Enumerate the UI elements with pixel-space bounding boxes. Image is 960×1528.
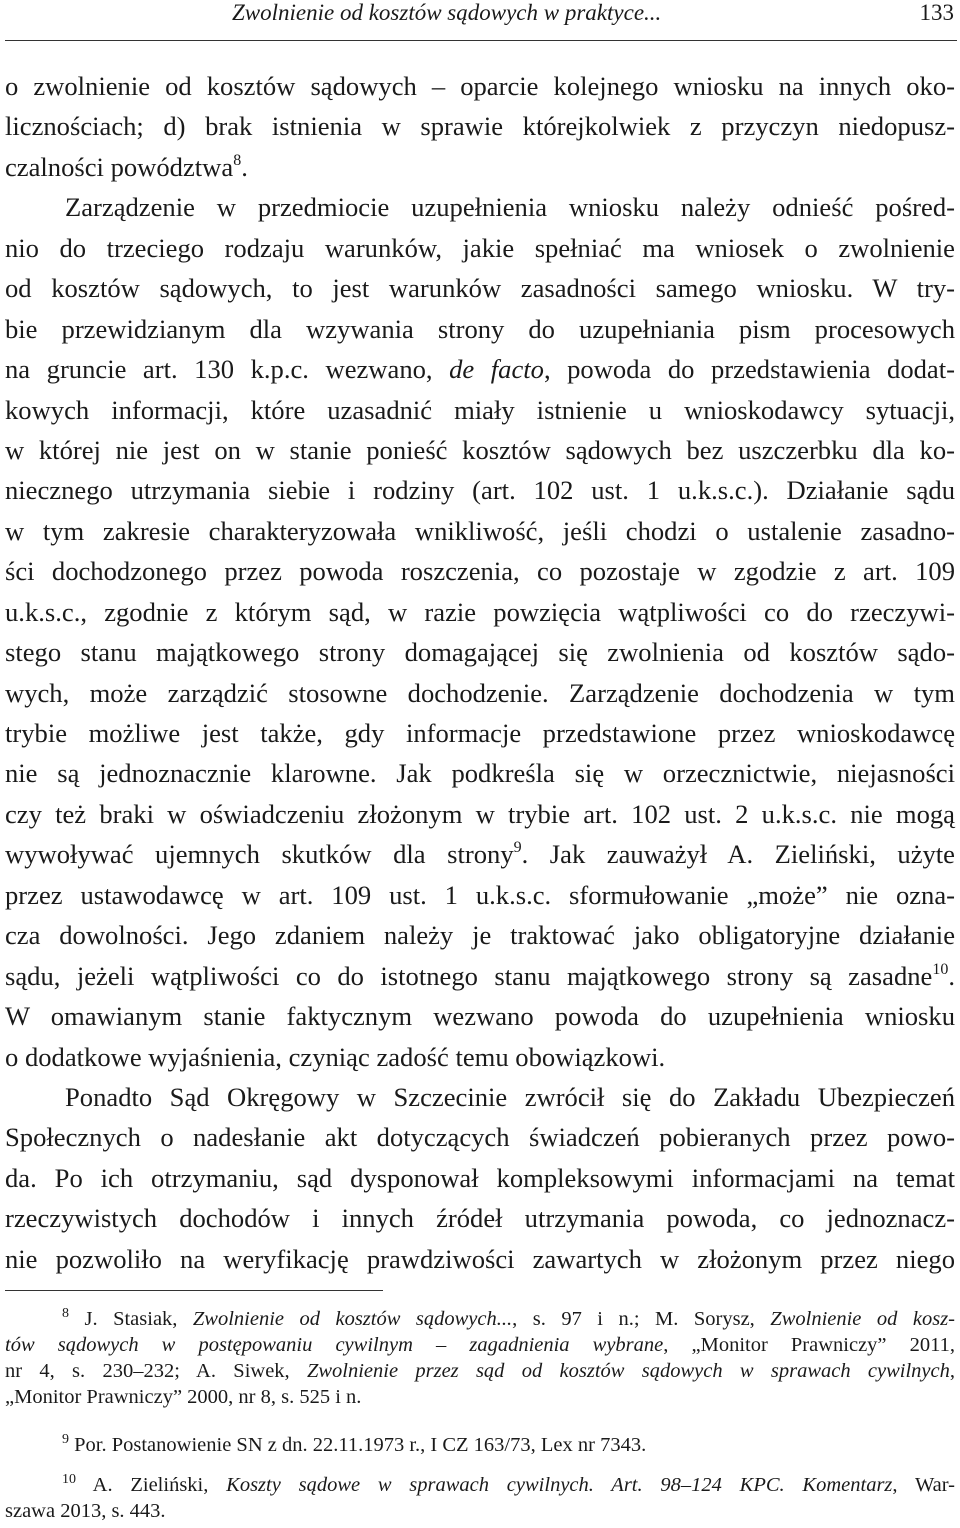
text-span: , [949,1360,955,1382]
text-line [5,349,955,389]
italic-title: Zwolnienie od kosztów sądowych... [192,1308,513,1330]
footnote-10 [5,1472,955,1524]
italic-title: Zwolnienie od kosz- [770,1308,956,1330]
text-line: nie są jednoznacznie klarowne. Jak podkreśla się w orzecznictwie, niejasności [5,758,955,789]
main-text [5,66,955,1279]
text-line: nio do trzeciego rodzaju warunków, jakie spełniać ma wniosek o zwolnienie [5,232,955,263]
text-line: da. Po ich otrzymaniu, sąd dysponował kompleksowymi informacjami na temat [5,1162,955,1193]
italic-title: tów sądowych w postępowaniu cywilnym – zagadnienia wybrane [5,1334,664,1356]
text-span: wywoływać ujemnych skutków dla strony [5,839,514,870]
text-line: cza dowolności. Jego zdaniem należy je traktować jako obligatoryjne działanie [5,920,955,951]
text-span: . [948,960,955,991]
text-span: . Jak zauważył A. Zieliński, użyte [521,839,955,870]
text-line: trybie możliwe jest także, gdy informacje przedstawione przez wnioskodawcę [5,718,955,748]
footnote-line [5,1306,955,1332]
text-span: , powoda do przedstawienia dodat- [543,354,955,385]
text-line: o dodatkowe wyjaśnienia, czyniąc zadość temu obowiązkowi. [5,1041,666,1072]
text-line [5,956,955,996]
footnote-divider [5,1290,383,1291]
text-line: kowych informacji, które uzasadnić miały istnienie u wnioskodawcy sytuacji, [5,394,955,425]
text-line: W omawianym stanie faktycznym wezwano powoda do uzupełnienia wniosku [5,1001,955,1032]
text-line [5,834,955,874]
text-line: w której nie jest on w stanie ponieść kosztów sądowych bez uszczerbku dla ko- [5,434,955,465]
text-span: , War- [892,1474,955,1496]
footnote-line: szawa 2013, s. 443. [5,1500,166,1522]
italic-title: Koszty sądowe w sprawach cywilnych. Art. 98–124 KPC. Komentarz [226,1474,893,1496]
footnote-line [5,1358,955,1384]
text-line: czy też braki w oświadczeniu złożonym w trybie art. 102 ust. 2 u.k.s.c. nie mogą [5,798,955,829]
text-span: , s. 97 i n.; M. Sorysz, [512,1308,771,1330]
footnote-ref: 10 [932,960,949,978]
text-line: licznościach; d) brak istnienia w sprawie którejkolwiek z przyczyn niedopusz- [5,111,955,142]
footnote-number: 8 [62,1306,69,1321]
text-line [5,147,955,187]
text-span: na gruncie art. 130 k.p.c. wezwano, [5,354,450,385]
footnote-number: 9 [62,1432,69,1447]
footnote-line: „Monitor Prawniczy” 2000, nr 8, s. 525 i n. [5,1386,362,1408]
page-header [0,0,960,40]
text-line: wych, może zarządzić stosowne dochodzenie. Zarządzenie dochodzenia w tym [5,677,955,708]
footnote-line [5,1472,955,1498]
text-line: niecznego utrzymania siebie i rodziny (art. 102 ust. 1 u.k.s.c.). Działanie sądu [5,475,955,506]
text-line: Zarządzenie w przedmiocie uzupełnienia wniosku należy odnieść pośred- [65,192,955,223]
footnote-line [5,1332,955,1358]
text-line: nie pozwoliło na weryfikację prawdziwości zawartych w złożonym przez niego [5,1243,955,1274]
text-span: Por. Postanowienie SN z dn. 22.11.1973 r., I CZ 163/73, Lex nr 7343. [74,1434,647,1456]
header-divider [5,40,957,41]
italic-term: de facto [449,354,544,385]
page-number: 133 [919,0,954,25]
footnote-9 [5,1432,955,1458]
footnote-ref: 8 [233,151,242,169]
text-line: Społecznych o nadesłanie akt dotyczących świadczeń pobieranych przez powo- [5,1122,955,1153]
text-span: czalności powództwa [5,151,234,182]
text-line: ści dochodzonego przez powoda roszczenia, co pozostaje w zgodzie z art. 109 [5,556,955,587]
text-line: stego stanu majątkowego strony domagającej się zwolnienia od kosztów sądo- [5,637,955,668]
text-line: w tym zakresie charakteryzowała wnikliwość, jeśli chodzi o ustalenie zasadno- [5,515,955,546]
text-span: , „Monitor Prawniczy” 2011, [663,1334,955,1356]
italic-title: Zwolnienie przez sąd od kosztów sądowych w sprawach cywilnych [306,1360,950,1382]
text-span: sądu, jeżeli wątpliwości co do istotnego stanu majątkowego strony są zasadne [5,960,933,991]
text-line: u.k.s.c., zgodnie z którym sąd, w razie powzięcia wątpliwości co do rzeczywi- [5,596,955,627]
running-title: Zwolnienie od kosztów sądowych w praktyce... [232,0,662,25]
text-span: J. Stasiak, [84,1308,193,1330]
text-line: Ponadto Sąd Okręgowy w Szczecinie zwrócił się do Zakładu Ubezpieczeń [65,1081,955,1112]
footnote-ref: 9 [513,839,522,857]
text-span: A. Zieliński, [92,1474,227,1496]
text-line: o zwolnienie od kosztów sądowych – oparcie kolejnego wniosku na innych oko- [5,71,955,101]
text-line: bie przewidzianym dla wzywania strony do uzupełniania pism procesowych [5,313,955,344]
text-span: nr 4, s. 230–232; A. Siwek, [5,1360,307,1382]
footnote-line [5,1432,955,1458]
text-line: rzeczywistych dochodów i innych źródeł utrzymania powoda, co jednoznacz- [5,1203,955,1234]
text-line: od kosztów sądowych, to jest warunków zasadności samego wniosku. W try- [5,273,955,304]
text-span: . [241,151,248,182]
text-line: przez ustawodawcę w art. 109 ust. 1 u.k.s.c. sformułowanie „może” nie ozna- [5,879,955,910]
footnote-number: 10 [62,1472,76,1487]
footnote-8 [5,1306,955,1410]
